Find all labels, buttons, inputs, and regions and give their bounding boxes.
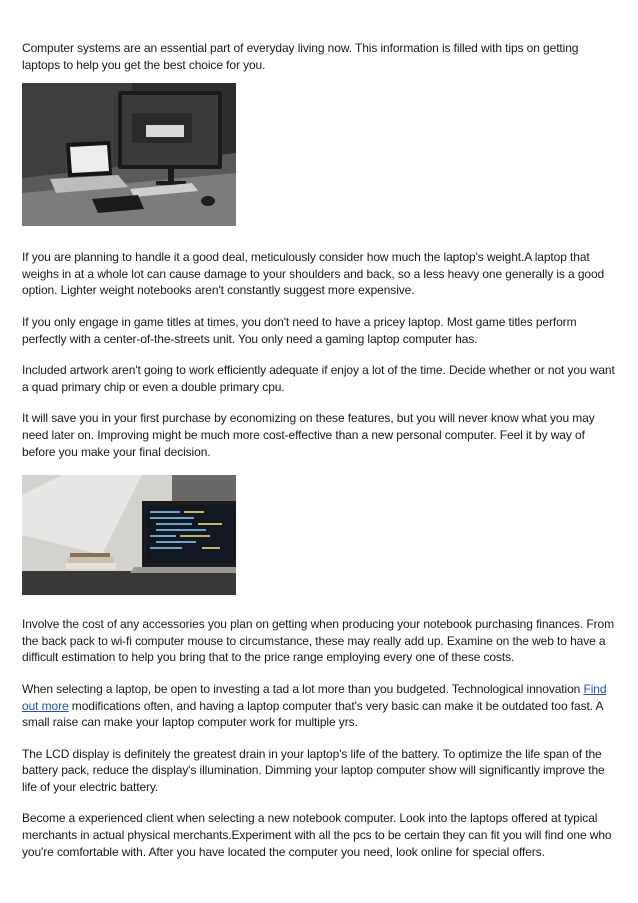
desk-computer-photo-drawing — [22, 83, 236, 226]
laptop-code-photo — [22, 475, 236, 595]
article — [22, 40, 618, 860]
paragraph-artwork: Included artwork aren't going to work efficiently adequate if enjoy a lot of the time. Decide whether or not you want a quad primary chip or even a double primary cpu. — [22, 363, 615, 394]
paragraph-save: It will save you in your first purchase by economizing on these features, but you will never know what you may need later on. Improving might be much more cost-effective than a new personal computer. Feel it by way of before you make your final decision. — [22, 411, 595, 459]
paragraph-intro: Computer systems are an essential part of everyday living now. This information is filled with tips on getting laptops to help you get the best choice for you. — [22, 41, 579, 72]
paragraph-weight: If you are planning to handle it a good deal, meticulously consider how much the laptop's weight.A laptop that weighs in at a whole lot can cause damage to your shoulders and back, so a less heavy one generally is a good option. Lighter weight notebooks aren't constantly suggest more expensive. — [22, 250, 605, 298]
paragraph-client: Become a experienced client when selecting a new notebook computer. Look into the laptops offered at typical merchants in actual physical merchants.Experiment with all the pcs to be certain they can fit you will find one who you're comfortable with. After you have located the computer you need, look online for special offers. — [22, 811, 612, 859]
paragraph-games: If you only engage in game titles at times, you don't need to have a pricey laptop. Most game titles perform perfectly with a center-of-the-streets unit. You only need a gaming laptop computer has. — [22, 314, 577, 346]
paragraph-budget — [22, 681, 618, 731]
laptop-code-photo-drawing — [22, 475, 236, 595]
paragraph-lcd: The LCD display is definitely the greatest drain in your laptop's life of the battery. To optimize the life span of the battery pack, reduce the display's illumination. Dimming your laptop computer show will significantly improve the life of your electric battery. — [22, 746, 605, 794]
paragraph-budget-text-after: modifications often, and having a laptop computer that's very basic can make it be outdated too fast. A small raise can make your laptop computer work for multiple yrs. — [22, 698, 603, 730]
find-out-more-link[interactable]: Find out more — [22, 681, 607, 713]
paragraph-accessories: Involve the cost of any accessories you plan on getting when producing your notebook purchasing finances. From the back pack to wi-fi computer mouse to circumstance, these may really add up. Examine on the web to have a difficult estimation to help you bring that to the price range employing every one of these costs. — [22, 617, 615, 665]
desk-computer-photo — [22, 83, 236, 226]
paragraph-budget-text-before: When selecting a laptop, be open to investing a tad a lot more than you budgeted. Technological innovation — [22, 681, 584, 696]
